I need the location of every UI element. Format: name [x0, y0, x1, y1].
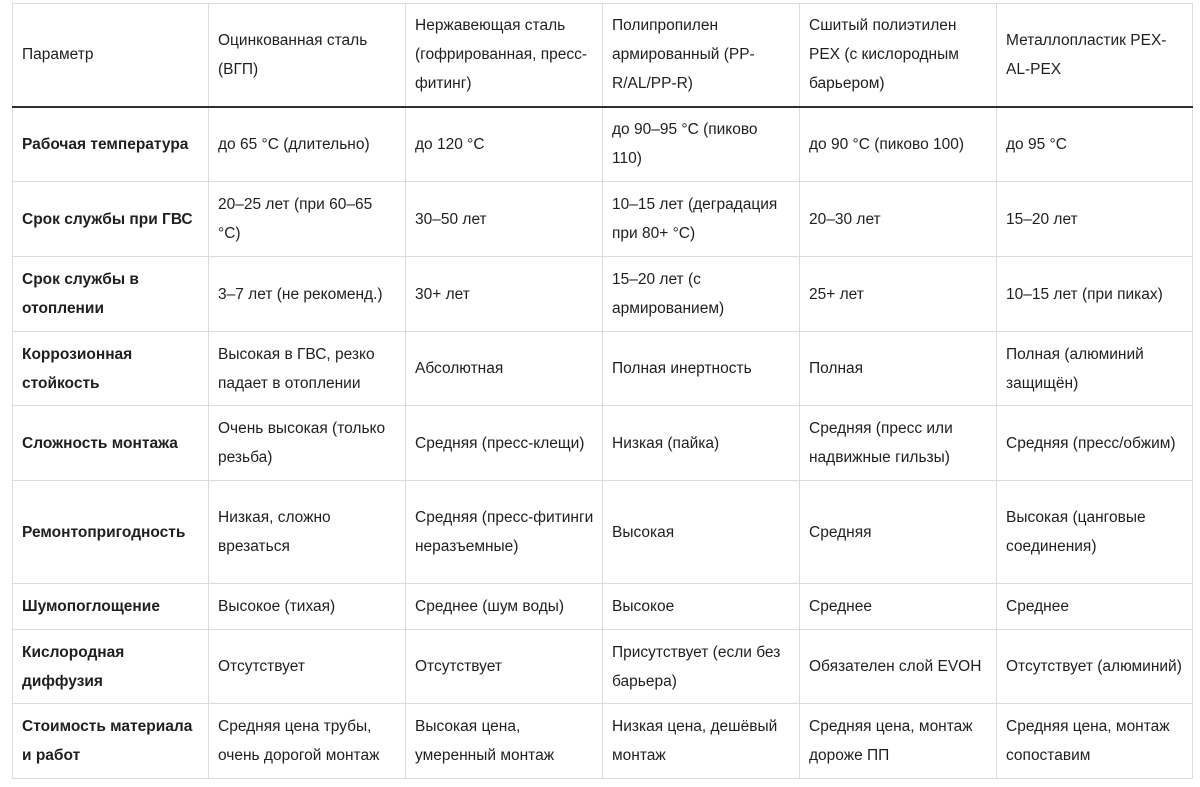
header-cell-parameter: Параметр [13, 4, 209, 107]
table-cell: Отсутствует [406, 630, 603, 704]
table-cell: 10–15 лет (при пиках) [997, 257, 1193, 332]
table-cell: до 90–95 °C (пиково 110) [603, 107, 800, 182]
table-row [13, 107, 1193, 182]
table-cell: 15–20 лет (с армированием) [603, 257, 800, 332]
header-cell-polypropylene: Полипропилен армированный (PP-R/AL/PP-R) [603, 4, 800, 107]
table-cell: до 120 °C [406, 107, 603, 182]
row-parameter-cell: Срок службы при ГВС [13, 182, 209, 257]
table-cell: Средняя цена трубы, очень дорогой монтаж [209, 704, 406, 779]
table-row [13, 584, 1193, 630]
table-cell: Высокое (тихая) [209, 584, 406, 630]
table-cell: Низкая цена, дешёвый монтаж [603, 704, 800, 779]
table-cell: Высокая цена, умеренный монтаж [406, 704, 603, 779]
header-row [13, 4, 1193, 107]
table-cell: Среднее [800, 584, 997, 630]
table-row [13, 481, 1193, 584]
table-header [13, 4, 1193, 107]
table-cell: до 65 °C (длительно) [209, 107, 406, 182]
table-row [13, 332, 1193, 406]
table-cell: Высокое [603, 584, 800, 630]
row-parameter-cell: Ремонтопригодность [13, 481, 209, 584]
table-cell: Средняя (пресс или надвижные гильзы) [800, 406, 997, 481]
table-cell: 30+ лет [406, 257, 603, 332]
row-parameter-cell: Стоимость материала и работ [13, 704, 209, 779]
table-cell: Среднее [997, 584, 1193, 630]
table-cell: Средняя (пресс-фитинги неразъемные) [406, 481, 603, 584]
row-parameter-cell: Кислородная диффузия [13, 630, 209, 704]
table-cell: Обязателен слой EVOH [800, 630, 997, 704]
header-cell-stainless-steel: Нержавеющая сталь (гофрированная, пресс-фитинг) [406, 4, 603, 107]
table-cell: Средняя цена, монтаж дороже ПП [800, 704, 997, 779]
table-cell: Средняя (пресс/обжим) [997, 406, 1193, 481]
table-cell: 20–25 лет (при 60–65 °C) [209, 182, 406, 257]
table-cell: Абсолютная [406, 332, 603, 406]
table-cell: 10–15 лет (деградация при 80+ °C) [603, 182, 800, 257]
row-parameter-cell: Шумопоглощение [13, 584, 209, 630]
table-cell: 3–7 лет (не рекоменд.) [209, 257, 406, 332]
table-cell: Средняя цена, монтаж сопоставим [997, 704, 1193, 779]
row-parameter-cell: Срок службы в отоплении [13, 257, 209, 332]
table-row [13, 630, 1193, 704]
table-row [13, 257, 1193, 332]
table-row [13, 182, 1193, 257]
table-cell: Полная [800, 332, 997, 406]
table-cell: Присутствует (если без барьера) [603, 630, 800, 704]
header-cell-galvanized-steel: Оцинкованная сталь (ВГП) [209, 4, 406, 107]
table-cell: Среднее (шум воды) [406, 584, 603, 630]
table-cell: до 90 °C (пиково 100) [800, 107, 997, 182]
table-cell: Очень высокая (только резьба) [209, 406, 406, 481]
table-cell: Полная инертность [603, 332, 800, 406]
table-cell: Высокая [603, 481, 800, 584]
table-cell: Отсутствует (алюминий) [997, 630, 1193, 704]
table-cell: Полная (алюминий защищён) [997, 332, 1193, 406]
table-cell: Средняя (пресс-клещи) [406, 406, 603, 481]
table-cell: Низкая (пайка) [603, 406, 800, 481]
table-cell: Низкая, сложно врезаться [209, 481, 406, 584]
table-cell: Отсутствует [209, 630, 406, 704]
table-cell: 30–50 лет [406, 182, 603, 257]
table-cell: 20–30 лет [800, 182, 997, 257]
comparison-table-container [12, 3, 1192, 779]
table-cell: Высокая в ГВС, резко падает в отоплении [209, 332, 406, 406]
table-row [13, 406, 1193, 481]
row-parameter-cell: Рабочая температура [13, 107, 209, 182]
table-cell: Высокая (цанговые соединения) [997, 481, 1193, 584]
row-parameter-cell: Сложность монтажа [13, 406, 209, 481]
table-cell: 25+ лет [800, 257, 997, 332]
header-cell-pex: Сшитый полиэтилен PEX (с кислородным барьером) [800, 4, 997, 107]
table-cell: до 95 °C [997, 107, 1193, 182]
table-row [13, 704, 1193, 779]
table-cell: Средняя [800, 481, 997, 584]
row-parameter-cell: Коррозионная стойкость [13, 332, 209, 406]
table-body [13, 107, 1193, 779]
header-cell-pex-al-pex: Металлопластик PEX-AL-PEX [997, 4, 1193, 107]
pipe-comparison-table [12, 3, 1193, 779]
table-cell: 15–20 лет [997, 182, 1193, 257]
